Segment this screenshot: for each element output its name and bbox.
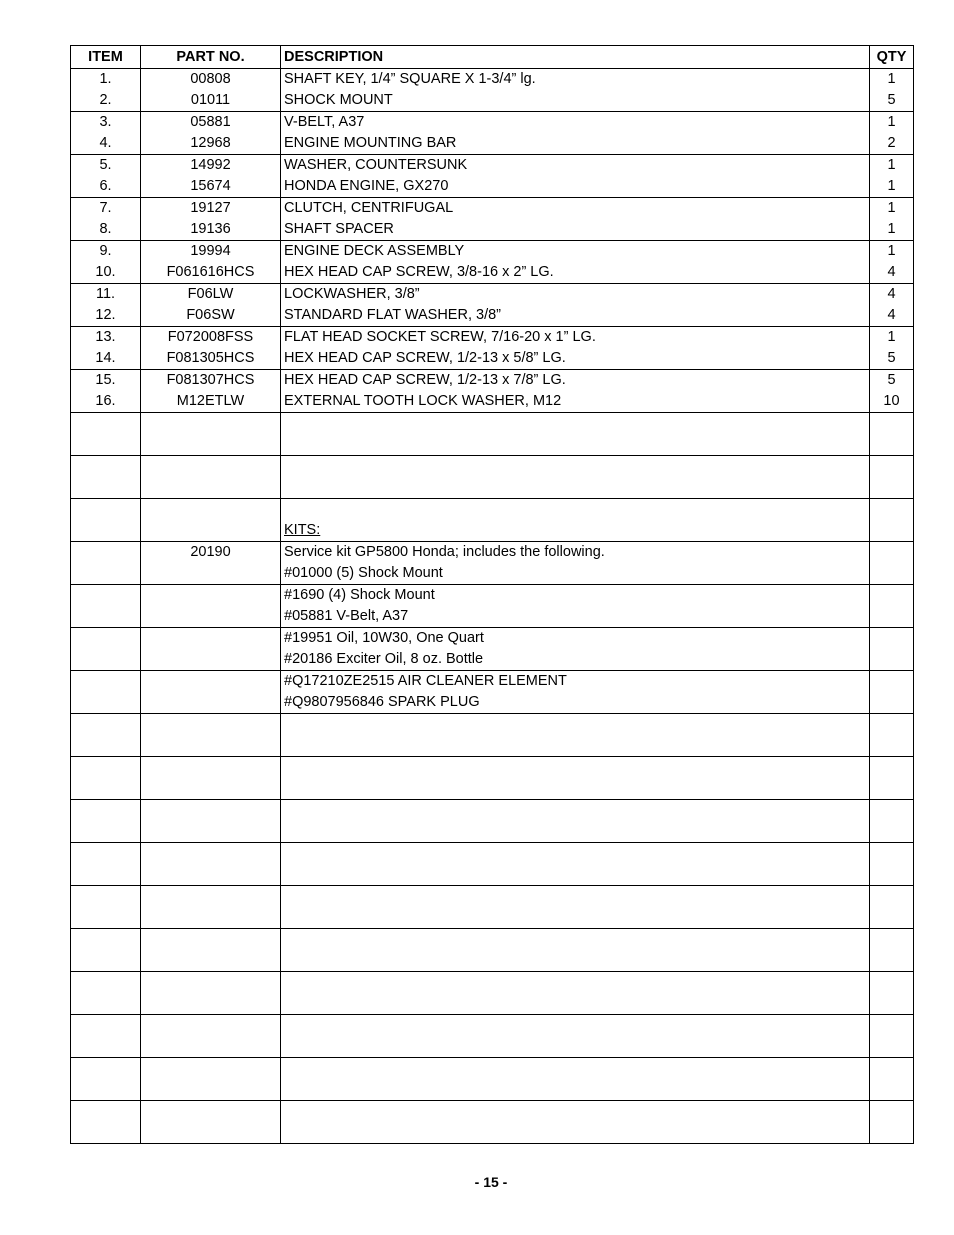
- part-description: LOCKWASHER, 3/8”: [281, 284, 870, 306]
- item-number: 5.: [71, 155, 141, 177]
- blank-row: [71, 456, 914, 478]
- table-row: [71, 90, 914, 112]
- part-quantity: 10: [870, 391, 914, 413]
- part-description: ENGINE MOUNTING BAR: [281, 133, 870, 155]
- page-number: - 15 -: [474, 1174, 508, 1190]
- table-row: [71, 69, 914, 91]
- part-quantity: 1: [870, 198, 914, 220]
- part-description: HONDA ENGINE, GX270: [281, 176, 870, 198]
- table-row: [71, 112, 914, 134]
- item-number: 4.: [71, 133, 141, 155]
- kit-line: #Q17210ZE2515 AIR CLEANER ELEMENT: [281, 671, 870, 693]
- part-number: F081307HCS: [141, 370, 281, 392]
- item-number: 11.: [71, 284, 141, 306]
- kit-part-number: 20190: [141, 542, 281, 564]
- kit-row: [71, 671, 914, 693]
- blank-row: [71, 1058, 914, 1080]
- blank-row: [71, 434, 914, 456]
- part-description: HEX HEAD CAP SCREW, 1/2-13 x 5/8” LG.: [281, 348, 870, 370]
- part-number: 19136: [141, 219, 281, 241]
- part-description: ENGINE DECK ASSEMBLY: [281, 241, 870, 263]
- blank-row: [71, 1122, 914, 1144]
- kit-line: #1690 (4) Shock Mount: [281, 585, 870, 607]
- header-description: DESCRIPTION: [281, 46, 870, 69]
- blank-row: [71, 993, 914, 1015]
- part-number: 00808: [141, 69, 281, 91]
- table-row: [71, 348, 914, 370]
- part-number: 12968: [141, 133, 281, 155]
- part-number: 05881: [141, 112, 281, 134]
- table-header-row: [71, 46, 914, 69]
- header-part-no: PART NO.: [141, 46, 281, 69]
- part-description: FLAT HEAD SOCKET SCREW, 7/16-20 x 1” LG.: [281, 327, 870, 349]
- item-number: 12.: [71, 305, 141, 327]
- kit-line: #20186 Exciter Oil, 8 oz. Bottle: [281, 649, 870, 671]
- kit-row: [71, 563, 914, 585]
- part-quantity: 1: [870, 327, 914, 349]
- item-number: 3.: [71, 112, 141, 134]
- part-number: 01011: [141, 90, 281, 112]
- part-number: M12ETLW: [141, 391, 281, 413]
- item-number: 7.: [71, 198, 141, 220]
- blank-row: [71, 757, 914, 779]
- kit-line: #05881 V-Belt, A37: [281, 606, 870, 628]
- header-item: ITEM: [71, 46, 141, 69]
- part-number: F072008FSS: [141, 327, 281, 349]
- part-number: 15674: [141, 176, 281, 198]
- kit-row: [71, 649, 914, 671]
- part-description: SHAFT SPACER: [281, 219, 870, 241]
- blank-row: [71, 714, 914, 736]
- blank-row: [71, 950, 914, 972]
- part-quantity: 1: [870, 69, 914, 91]
- table-row: [71, 305, 914, 327]
- part-description: SHAFT KEY, 1/4” SQUARE X 1-3/4” lg.: [281, 69, 870, 91]
- blank-row: [71, 929, 914, 951]
- blank-row: [71, 735, 914, 757]
- kit-row: [71, 542, 914, 564]
- blank-row: [71, 907, 914, 929]
- blank-row: [71, 413, 914, 435]
- part-number: F06SW: [141, 305, 281, 327]
- table-row: [71, 198, 914, 220]
- part-number: F081305HCS: [141, 348, 281, 370]
- item-number: 9.: [71, 241, 141, 263]
- parts-list-table: [70, 45, 914, 1144]
- blank-row: [71, 1079, 914, 1101]
- part-number: 19994: [141, 241, 281, 263]
- part-description: WASHER, COUNTERSUNK: [281, 155, 870, 177]
- part-description: CLUTCH, CENTRIFUGAL: [281, 198, 870, 220]
- table-row: [71, 370, 914, 392]
- table-row: [71, 133, 914, 155]
- blank-row: [71, 843, 914, 865]
- part-description: STANDARD FLAT WASHER, 3/8”: [281, 305, 870, 327]
- kit-row: [71, 585, 914, 607]
- kit-row: [71, 606, 914, 628]
- item-number: 15.: [71, 370, 141, 392]
- blank-row: [71, 886, 914, 908]
- blank-row: [71, 972, 914, 994]
- kits-label: KITS:: [284, 522, 321, 538]
- table-row: [71, 327, 914, 349]
- part-quantity: 1: [870, 176, 914, 198]
- header-qty: QTY: [870, 46, 914, 69]
- table-row: [71, 176, 914, 198]
- part-description: HEX HEAD CAP SCREW, 1/2-13 x 7/8” LG.: [281, 370, 870, 392]
- table-row: [71, 241, 914, 263]
- item-number: 1.: [71, 69, 141, 91]
- item-number: 6.: [71, 176, 141, 198]
- kit-line: #19951 Oil, 10W30, One Quart: [281, 628, 870, 650]
- item-number: 2.: [71, 90, 141, 112]
- part-number: F061616HCS: [141, 262, 281, 284]
- part-quantity: 5: [870, 348, 914, 370]
- part-quantity: 1: [870, 219, 914, 241]
- part-number: 14992: [141, 155, 281, 177]
- item-number: 8.: [71, 219, 141, 241]
- item-number: 14.: [71, 348, 141, 370]
- blank-row: [71, 864, 914, 886]
- part-quantity: 5: [870, 90, 914, 112]
- kit-line: Service kit GP5800 Honda; includes the following.: [281, 542, 870, 564]
- part-description: SHOCK MOUNT: [281, 90, 870, 112]
- table-row: [71, 219, 914, 241]
- table-row: [71, 391, 914, 413]
- blank-row: [71, 800, 914, 822]
- kit-row: [71, 692, 914, 714]
- table-row: [71, 262, 914, 284]
- part-quantity: 4: [870, 305, 914, 327]
- part-quantity: 1: [870, 155, 914, 177]
- part-quantity: 4: [870, 262, 914, 284]
- kit-line: #Q9807956846 SPARK PLUG: [281, 692, 870, 714]
- blank-row: [71, 1015, 914, 1037]
- blank-row: [71, 477, 914, 499]
- part-description: EXTERNAL TOOTH LOCK WASHER, M12: [281, 391, 870, 413]
- part-number: 19127: [141, 198, 281, 220]
- item-number: 16.: [71, 391, 141, 413]
- blank-row: [71, 821, 914, 843]
- part-number: F06LW: [141, 284, 281, 306]
- part-description: V-BELT, A37: [281, 112, 870, 134]
- blank-row: [71, 499, 914, 521]
- blank-row: [71, 778, 914, 800]
- kits-label-row: [71, 520, 914, 542]
- part-quantity: 2: [870, 133, 914, 155]
- blank-row: [71, 1101, 914, 1123]
- kit-line: #01000 (5) Shock Mount: [281, 563, 870, 585]
- table-row: [71, 284, 914, 306]
- part-description: HEX HEAD CAP SCREW, 3/8-16 x 2” LG.: [281, 262, 870, 284]
- part-quantity: 1: [870, 241, 914, 263]
- item-number: 13.: [71, 327, 141, 349]
- blank-row: [71, 1036, 914, 1058]
- item-number: 10.: [71, 262, 141, 284]
- part-quantity: 5: [870, 370, 914, 392]
- part-quantity: 1: [870, 112, 914, 134]
- table-row: [71, 155, 914, 177]
- part-quantity: 4: [870, 284, 914, 306]
- kit-row: [71, 628, 914, 650]
